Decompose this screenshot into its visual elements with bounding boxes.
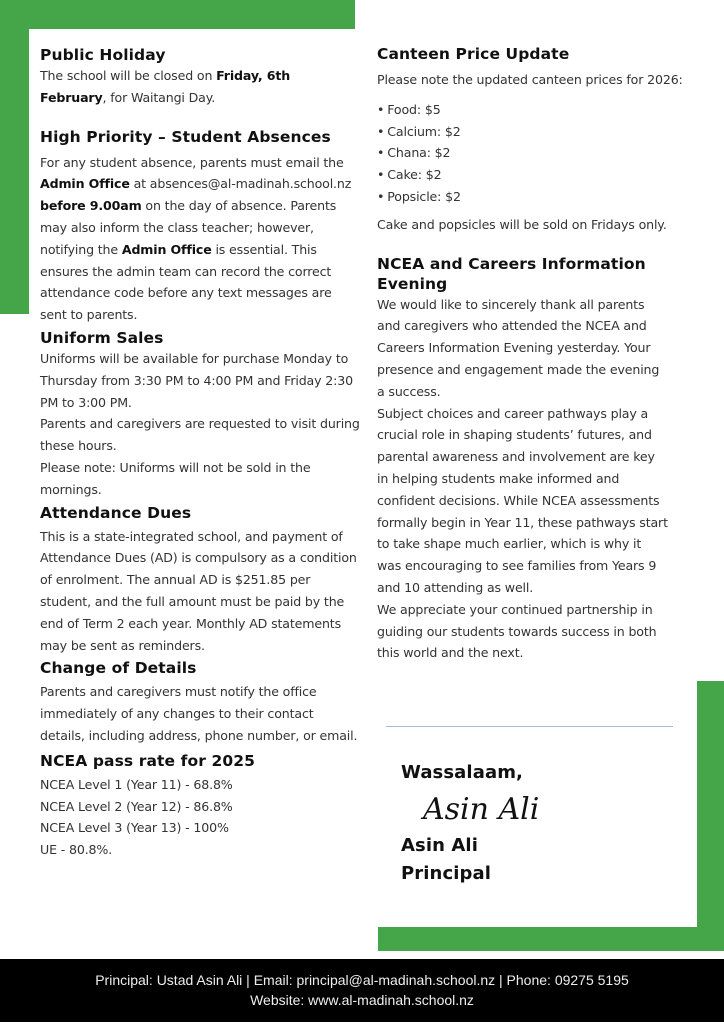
canteen-price-list: [377, 99, 697, 208]
public-holiday-section: [40, 45, 360, 109]
public-holiday-text: [40, 65, 310, 109]
canteen-note: Cake and popsicles will be sold on Fridays only.: [377, 216, 667, 232]
details-section: [40, 658, 360, 746]
uniform-line: Uniforms will be available for purchase Monday to Thursday from 3:30 PM to 4:00 PM and Friday 2:30 PM to 3:00 PM.: [40, 350, 353, 410]
careers-evening-para: We would like to sincerely thank all parents and caregivers who attended the NCEA and Careers Information Evening yesterday. Your presence and engagement made the evening a success.: [377, 296, 660, 399]
details-text: Parents and caregivers must notify the office immediately of any changes to their contact details, including address, phone number, or email.: [40, 684, 358, 743]
canteen-item: • Calcium: $2: [377, 121, 697, 143]
details-title: Change of Details: [40, 659, 197, 678]
footer-website: Website: www.al-madinah.school.nz: [250, 992, 474, 1008]
uniform-line: Parents and caregivers are requested to visit during these hours.: [40, 416, 360, 454]
careers-evening-title: NCEA and Careers Information Evening: [377, 254, 646, 293]
principal-name: Asin Ali: [401, 835, 478, 856]
admin-office: Admin Office: [40, 176, 130, 192]
signoff-divider: [386, 726, 673, 727]
canteen-title: Canteen Price Update: [377, 45, 570, 63]
ncea-pass-title: NCEA pass rate for 2025: [40, 751, 256, 770]
public-holiday-title: Public Holiday: [40, 46, 166, 64]
ncea-pass-line: NCEA Level 2 (Year 12) - 86.8%: [40, 798, 233, 814]
absence-email: at absences@al-madinah.school.nz: [129, 176, 352, 192]
right-column: [377, 44, 697, 664]
footer: [0, 959, 724, 1022]
uniform-title: Uniform Sales: [40, 328, 164, 347]
canteen-item: • Food: $5: [377, 99, 697, 121]
canteen-item: • Cake: $2: [377, 164, 697, 186]
closing: Wassalaam,: [401, 762, 523, 783]
admin-office: Admin Office: [121, 241, 212, 257]
dues-text: This is a state-integrated school, and payment of Attendance Dues (AD) is compulsory as a condition of enrolment. The annual AD is $251.85 per student, and the full amount must be paid by the end of Term 2 each year. Monthly AD statements may be sent as reminders.: [40, 528, 357, 653]
text: is essential. This ensures the admin team can record the correct attendance code before any text messages are sent to parents.: [40, 241, 332, 323]
left-column: [40, 45, 360, 861]
absences-text: [40, 152, 360, 326]
uniform-section: [40, 328, 360, 501]
footer-contact: Principal: Ustad Asin Ali | Email: principal@al-madinah.school.nz | Phone: 09275 5195: [95, 972, 629, 988]
absences-title: High Priority – Student Absences: [40, 127, 331, 146]
careers-evening-section: [377, 254, 697, 665]
ncea-pass-section: [40, 751, 360, 861]
canteen-item: • Chana: $2: [377, 142, 697, 164]
dues-title: Attendance Dues: [40, 503, 192, 522]
text: , for Waitangi Day.: [102, 89, 216, 105]
ncea-pass-line: UE - 80.8%.: [40, 842, 113, 858]
left-green-band: [0, 0, 29, 314]
careers-evening-para: We appreciate your continued partnership in guiding our students towards success in both this world and the next.: [377, 601, 657, 661]
ncea-pass-line: NCEA Level 3 (Year 13) - 100%: [40, 820, 229, 836]
deadline: before 9.00am: [40, 198, 142, 214]
signoff-block: [401, 760, 539, 888]
signature: Asin Ali: [423, 792, 540, 827]
canteen-section: [377, 44, 697, 236]
principal-role: Principal: [401, 863, 491, 884]
text: For any student absence, parents must email the: [40, 154, 344, 170]
dues-section: [40, 503, 360, 657]
canteen-item: • Popsicle: $2: [377, 186, 697, 208]
right-green-band: [697, 681, 724, 951]
holiday-date: Friday, 6th February: [40, 68, 291, 105]
text: The school will be closed on: [40, 68, 217, 83]
top-left-green-band: [0, 0, 355, 29]
ncea-pass-line: NCEA Level 1 (Year 11) - 68.8%: [40, 776, 233, 792]
canteen-intro: Please note the updated canteen prices for 2026:: [377, 72, 683, 87]
bottom-green-band: [378, 927, 724, 951]
text: on the day of absence. Parents may also inform the class teacher; however, notifying the: [40, 198, 337, 257]
absences-section: [40, 127, 360, 326]
careers-evening-para: Subject choices and career pathways play a crucial role in shaping students’ futures, and parental awareness and involvement are key in helping students make informed and confident decisions. While NCEA assessments formally begin in Year 11, these pathways start to take shape much earlier, which is why it was encouraging to see families from Years 9 and 10 attending as well.: [377, 405, 668, 595]
uniform-line: Please note: Uniforms will not be sold in the mornings.: [40, 459, 311, 497]
